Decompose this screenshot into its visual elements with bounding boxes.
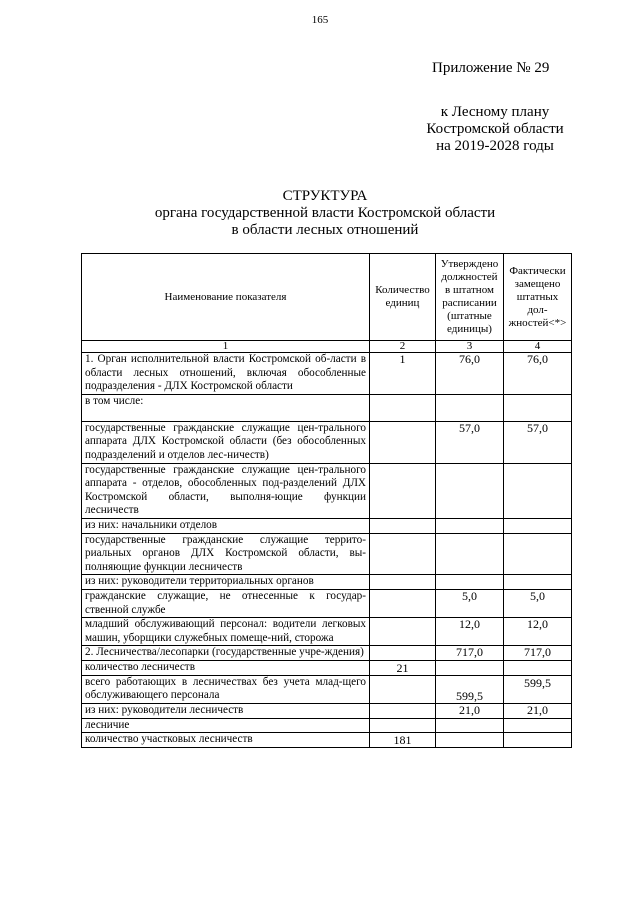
structure-table [81,253,572,748]
row-name: государственные гражданские служащие цен-трального аппарата ДЛХ Костромской области (без обособленных подразделений и отделов лес-ничеств) [82,421,370,463]
row-name: количество лесничеств [82,660,370,675]
column-number: 3 [436,341,504,353]
row-count [370,618,436,646]
row-count [370,575,436,590]
row-name: государственные гражданские служащие террито-риальных органов ДЛХ Костромской области, вы-полняющие функции лесничеств [82,533,370,575]
row-filled: 717,0 [504,646,572,661]
row-name: гражданские служащие, не отнесенные к государ-ственной службе [82,589,370,617]
row-filled [504,575,572,590]
table-row [82,675,572,703]
table-row [82,353,572,395]
row-approved [436,733,504,748]
row-count [370,675,436,703]
row-count [370,589,436,617]
table-row [82,733,572,748]
column-number: 4 [504,341,572,353]
row-approved: 12,0 [436,618,504,646]
table-row [82,463,572,518]
row-count [370,421,436,463]
row-filled: 76,0 [504,353,572,395]
row-name: из них: руководители лесничеств [82,704,370,719]
table-row [82,533,572,575]
table-row [82,704,572,719]
header-filled: Фактически замещено штатных дол-жностей<*> [504,254,572,341]
column-number: 2 [370,341,436,353]
row-approved: 76,0 [436,353,504,395]
column-number-row [82,341,572,353]
row-name: всего работающих в лесничествах без учета млад-щего обслуживающего персонала [82,675,370,703]
row-approved: 21,0 [436,704,504,719]
title-line: органа государственной власти Костромской области [154,205,496,221]
row-name: 2. Лесничества/лесопарки (государственные учре-ждения) [82,646,370,661]
row-approved [436,533,504,575]
title-line: в области лесных отношений [231,222,419,238]
row-approved [436,518,504,533]
row-filled: 21,0 [504,704,572,719]
row-name: лесничие [82,718,370,733]
page-number: 165 [311,14,329,26]
row-name: младший обслуживающий персонал: водители легковых машин, уборщики служебных помеще-ний, сторожа [82,618,370,646]
row-count [370,463,436,518]
row-approved [436,394,504,421]
row-count: 21 [370,660,436,675]
row-approved [436,718,504,733]
row-count [370,704,436,719]
table-row [82,518,572,533]
row-filled [504,718,572,733]
row-name: количество участковых лесничеств [82,733,370,748]
row-filled: 12,0 [504,618,572,646]
table-row [82,660,572,675]
annex-ref-line: на 2019-2028 годы [436,138,554,154]
row-approved [436,575,504,590]
header-approved: Утверждено должностей в штатном расписании (штатные единицы) [436,254,504,341]
table-row [82,589,572,617]
row-count [370,394,436,421]
row-approved: 599,5 [436,675,504,703]
row-count [370,646,436,661]
row-filled: 5,0 [504,589,572,617]
row-filled [504,518,572,533]
table-row [82,394,572,421]
row-approved: 57,0 [436,421,504,463]
row-filled [504,533,572,575]
row-name: из них: начальники отделов [82,518,370,533]
document-title [80,188,570,239]
row-approved [436,463,504,518]
table-row [82,421,572,463]
row-name: из них: руководители территориальных органов [82,575,370,590]
table-row [82,646,572,661]
annex-ref-line: Костромской области [426,121,564,137]
annex-ref-line: к Лесному плану [440,104,550,120]
header-count: Количество единиц [370,254,436,341]
row-filled [504,733,572,748]
row-count [370,533,436,575]
column-number: 1 [82,341,370,353]
row-count [370,718,436,733]
header-name: Наименование показателя [82,254,370,341]
row-filled: 599,5 [504,675,572,703]
row-name: государственные гражданские служащие цен-трального аппарата - отделов, обособленных под-разделений ДЛХ Костромской области, выполня-ющие функции лесничеств [82,463,370,518]
table-header-row [82,254,572,341]
row-name: в том числе: [82,394,370,421]
row-approved: 717,0 [436,646,504,661]
table-row [82,718,572,733]
row-count [370,518,436,533]
table-row [82,575,572,590]
row-filled [504,660,572,675]
row-name: 1. Орган исполнительной власти Костромской об-ласти в области лесных отношений, включая обособленные подразделения - ДЛХ Костромской области [82,353,370,395]
annex-reference [405,104,585,155]
row-approved: 5,0 [436,589,504,617]
row-count: 181 [370,733,436,748]
row-filled [504,394,572,421]
row-count: 1 [370,353,436,395]
annex-number: Приложение № 29 [432,60,550,76]
table-row [82,618,572,646]
row-filled: 57,0 [504,421,572,463]
title-line: СТРУКТУРА [282,188,368,204]
row-filled [504,463,572,518]
row-approved [436,660,504,675]
